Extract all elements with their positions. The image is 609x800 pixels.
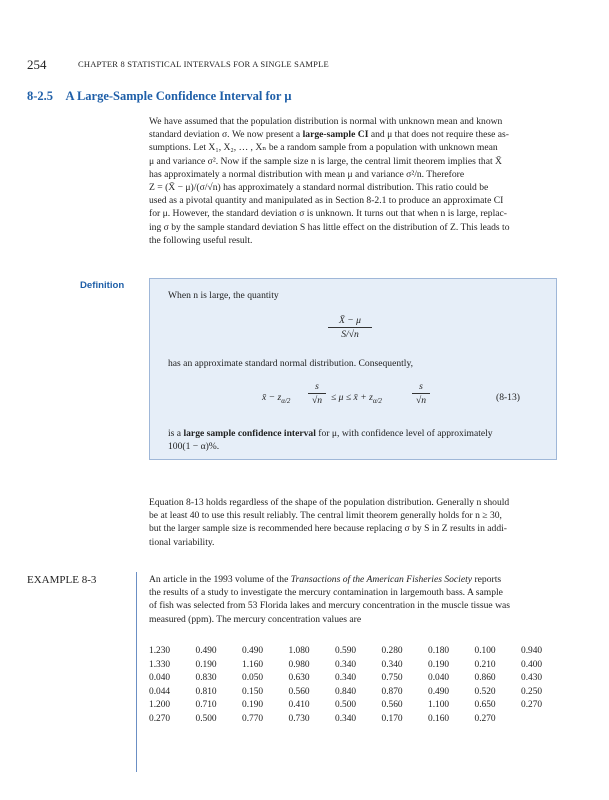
table-cell: 1.160 [242,659,264,670]
table-cell: 0.270 [474,713,496,724]
table-cell: 0.040 [428,673,450,684]
table-cell: 0.340 [335,673,357,684]
definition-box [149,278,557,460]
table-cell: 0.730 [288,713,310,724]
table-cell: 0.520 [474,686,496,697]
ci-fraction-right: s √n [412,381,430,406]
intro-paragraph [149,115,544,247]
text-line: used as a pivotal quantity and manipulated as in Section 8-2.1 to produce an approximate CI [149,195,504,207]
table-cell: 0.340 [335,713,357,724]
table-cell: 0.170 [381,713,403,724]
section-heading [27,89,291,104]
table-cell: 0.190 [428,659,450,670]
example-divider [136,572,137,772]
table-cell: 1.200 [149,700,171,711]
table-cell: 0.250 [521,686,543,697]
table-cell: 0.750 [381,673,403,684]
table-cell: 0.860 [474,673,496,684]
term-large-sample-ci: large-sample CI [302,129,369,141]
ci-fraction-left: s √n [308,381,326,406]
table-cell: 0.560 [288,686,310,697]
text-line: sumptions. Let X₁, X₂, … , Xₙ be a random sample from a population with unknown mean [149,142,498,154]
table-row [149,646,568,660]
text-line: standard deviation σ. We now present a large-sample CI and μ that does not require these as- [149,129,509,141]
text-line: Equation 8-13 holds regardless of the shape of the population distribution. Generally n should [149,497,510,508]
table-cell: 0.770 [242,713,264,724]
definition-label: Definition [80,280,125,291]
text-line: ing σ by the sample standard deviation S has little effect on the distribution of Z. This leads to [149,221,510,233]
example-paragraph [149,573,544,626]
table-cell: 0.430 [521,673,543,684]
text-line: μ and variance σ². Now if the sample size n is large, the central limit theorem implies that X̄ [149,155,502,167]
table-cell: 0.650 [474,700,496,711]
text-line: for μ. However, the standard deviation σ is unknown. It turns out that when n is large, replac- [149,208,507,220]
table-row [149,660,568,674]
table-cell: 1.330 [149,659,171,670]
table-cell: 0.490 [195,646,217,656]
table-cell: 0.190 [242,700,264,711]
table-cell: 0.840 [335,686,357,697]
table-cell: 0.190 [195,659,217,670]
table-row [149,673,568,687]
table-cell: 0.040 [149,673,171,684]
ci-middle-term: ≤ μ ≤ x̄ + $z_{\alpha/2}$ [331,392,382,405]
statistic-fraction [328,315,372,340]
after-paragraph [149,496,544,549]
mercury-data-table [149,646,568,728]
text-line: of fish was selected from 53 Florida lakes and mercury concentration in the muscle tissue was [149,600,510,612]
table-cell: 0.050 [242,673,264,684]
definition-line: is a large sample confidence interval for μ, with confidence level of approximately [168,428,493,439]
table-row [149,714,568,728]
text-line: tional variability. [149,536,215,548]
term-large-sample-confidence-interval: large sample confidence interval [183,428,316,439]
table-cell: 0.044 [149,686,171,697]
definition-line: When n is large, the quantity [168,290,279,301]
table-cell: 0.830 [195,673,217,684]
text-line: An article in the 1993 volume of the Transactions of the American Fisheries Society reports [149,574,502,585]
table-cell: 0.710 [195,700,217,711]
example-label: EXAMPLE 8-3 [27,574,97,586]
table-row [149,687,568,701]
table-cell: 0.490 [242,646,264,656]
text-line: We have assumed that the population distribution is normal with unknown mean and known [149,116,503,127]
table-cell: 1.080 [288,646,310,656]
table-cell: 0.210 [474,659,496,670]
table-cell: 0.270 [149,713,171,724]
section-title: A Large-Sample Confidence Interval for μ [65,89,292,103]
table-cell: 0.340 [335,659,357,670]
table-cell: 0.280 [381,646,403,656]
table-cell: 1.100 [428,700,450,711]
text-line: has approximately a normal distribution with mean μ and variance σ²/n. Therefore [149,168,465,180]
definition-line: 100(1 − α)%. [168,441,220,452]
table-cell: 0.560 [381,700,403,711]
table-cell: 0.400 [521,659,543,670]
page-number: 254 [27,57,47,72]
table-cell: 0.340 [381,659,403,670]
equation-number: (8-13) [496,392,520,403]
table-cell: 0.270 [521,700,543,711]
fraction-numerator: X̄ − μ [339,315,361,326]
table-cell: 0.490 [428,686,450,697]
text-line: be at least 40 to use this result reliably. The central limit theorem generally holds for n ≥ 30, [149,510,502,522]
fraction-denominator: S/√n [341,329,359,340]
table-row [149,700,568,714]
journal-title: Transactions of the American Fisheries Society [290,574,473,585]
table-cell: 0.150 [242,686,264,697]
table-cell: 0.980 [288,659,310,670]
text-line: Z = (X̄ − μ)/(σ/√n) has approximately a standard normal distribution. This ratio could be [149,182,489,194]
running-head: CHAPTER 8 STATISTICAL INTERVALS FOR A SINGLE SAMPLE [78,59,329,69]
text-line: measured (ppm). The mercury concentration values are [149,613,362,625]
text-line: the following useful result. [149,234,253,246]
table-cell: 1.230 [149,646,171,656]
table-cell: 0.500 [335,700,357,711]
table-cell: 0.590 [335,646,357,656]
table-cell: 0.180 [428,646,450,656]
table-cell: 0.630 [288,673,310,684]
table-cell: 0.810 [195,686,217,697]
table-cell: 0.870 [381,686,403,697]
section-number: 8-2.5 [27,89,54,103]
table-cell: 0.100 [474,646,496,656]
text-line: the results of a study to investigate the mercury contamination in largemouth bass. A sample [149,587,503,599]
ci-left-term: x̄ − $z_{\alpha/2}$ [262,392,291,405]
table-cell: 0.500 [195,713,217,724]
text-line: but the larger sample size is recommended here because replacing σ by S in Z results in addi- [149,523,507,535]
table-cell: 0.160 [428,713,450,724]
table-cell: 0.940 [521,646,543,656]
definition-line: has an approximate standard normal distribution. Consequently, [168,358,414,369]
table-cell: 0.410 [288,700,310,711]
table-cell [521,714,568,728]
